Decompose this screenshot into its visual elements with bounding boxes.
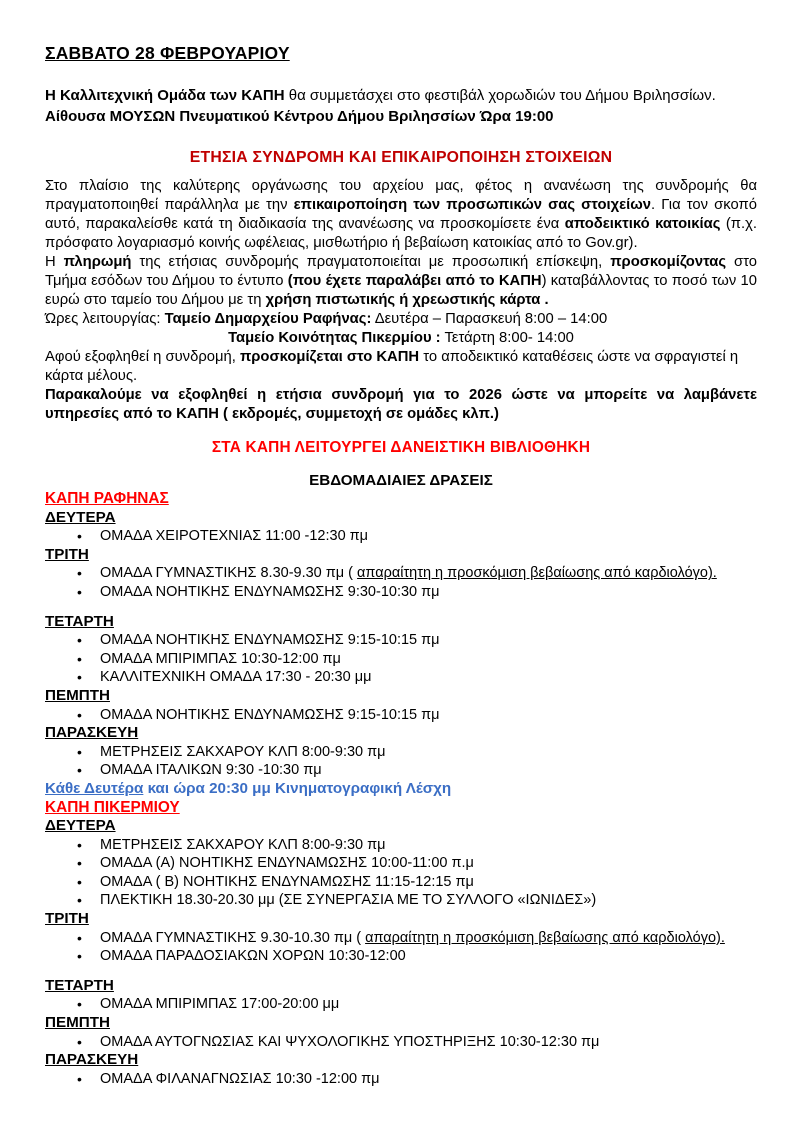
day-heading: ΠΑΡΑΣΚΕΥΗ (45, 1051, 139, 1069)
weekly-activities-title: ΕΒΔΟΜΑΔΙΑΙΕΣ ΔΡΑΣΕΙΣ (309, 472, 493, 489)
day-heading: ΠΕΜΠΤΗ (45, 1014, 110, 1032)
day-heading: ΠΕΜΠΤΗ (45, 686, 110, 704)
activity-item (45, 891, 757, 910)
text-segment: ΟΜΑΔΑ ΝΟΗΤΙΚΗΣ ΕΝΔΥΝΑΜΩΣΗΣ 9:30-10:30 πμ (100, 583, 440, 600)
text-segment: ΟΜΑΔΑ ( Β) ΝΟΗΤΙΚΗΣ ΕΝΔΥΝΑΜΩΣΗΣ 11:15-12:15 πμ (100, 873, 474, 890)
receipt-paragraph (45, 348, 757, 386)
text-segment: ΟΜΑΔΑ ΝΟΗΤΙΚΗΣ ΕΝΔΥΝΑΜΩΣΗΣ 9:15-10:15 πμ (100, 706, 440, 723)
text-segment: θα συμμετάσχει στο φεστιβάλ χορωδιών του Δήμου Βριλησσίων. (284, 87, 716, 104)
text-segment: ΚΑΛΛΙΤΕΧΝΙΚΗ ΟΜΑΔΑ 17:30 - 20:30 μμ (100, 669, 372, 686)
appeal-paragraph (45, 386, 757, 424)
text-segment: Η (45, 254, 64, 270)
text-segment: στο Τμήμα εσόδων του Δήμου το έντυπο (45, 254, 758, 289)
day-heading: ΔΕΥΤΕΡΑ (45, 508, 116, 526)
library-notice: ΣΤΑ ΚΑΠΗ ΛΕΙΤΟΥΡΓΕΙ ΔΑΝΕΙΣΤΙΚΗ ΒΙΒΛΙΟΘΗΚΗ (211, 439, 591, 456)
text-segment: ΟΜΑΔΑ ΓΥΜΝΑΣΤΙΚΗΣ 8.30-9.30 πμ ( (100, 565, 358, 582)
text-segment: Ταμείο Δημαρχείου Ραφήνας: (164, 311, 372, 327)
event-section (45, 85, 757, 127)
day-heading: ΤΕΤΑΡΤΗ (45, 976, 114, 994)
text-segment: Παρακαλούμε να εξοφληθεί η ετήσια συνδρομή για το 2026 ώστε να μπορείτε να λαμβάνετε υπηρεσίες από το ΚΑΠΗ ( εκδρομές, συμμετοχή σε ομάδες κλπ.) (45, 387, 757, 422)
spacer (45, 127, 757, 148)
day-heading: ΠΑΡΑΣΚΕΥΗ (45, 724, 139, 742)
activity-item (45, 873, 757, 892)
event-paragraph (45, 85, 757, 106)
spacer (45, 424, 757, 438)
text-segment: ΟΜΑΔΑ ΧΕΙΡΟΤΕΧΝΙΑΣ 11:00 -12:30 πμ (100, 528, 369, 545)
text-segment: ΟΜΑΔΑ ΑΥΤΟΓΝΩΣΙΑΣ ΚΑΙ ΨΥΧΟΛΟΓΙΚΗΣ ΥΠΟΣΤΗΡΙΞΗΣ 10:30-12:30 πμ (100, 1033, 600, 1050)
text-segment: Κάθε Δευτέρα (45, 779, 144, 797)
venue-line: Αίθουσα ΜΟΥΣΩΝ Πνευματικού Κέντρου Δήμου Βριλησσίων Ώρα 19:00 (45, 108, 554, 125)
subscription-section (45, 177, 757, 424)
text-segment: ΠΛΕΚΤΙΚΗ 18.30-20.30 μμ (ΣΕ ΣΥΝΕΡΓΑΣΙΑ ΜΕ ΤΟ ΣΥΛΛΟΓΟ «ΙΩΝΙΔΕΣ») (100, 892, 597, 909)
weekly-schedule (45, 490, 757, 1088)
activity-item (45, 650, 757, 669)
activities-list (45, 929, 757, 966)
activity-item (45, 564, 757, 583)
center-heading: ΚΑΠΗ ΡΑΦΗΝΑΣ (45, 490, 169, 507)
activities-list (45, 706, 757, 725)
activity-item (45, 1070, 757, 1089)
hours-line-pikermi (45, 329, 757, 348)
day-heading: ΤΕΤΑΡΤΗ (45, 612, 114, 630)
text-segment: ΟΜΑΔΑ (Α) ΝΟΗΤΙΚΗΣ ΕΝΔΥΝΑΜΩΣΗΣ 10:00-11:00 π.μ (100, 855, 474, 872)
subscription-title: ΕΤΗΣΙΑ ΣΥΝΔΡΟΜΗ ΚΑΙ ΕΠΙΚΑΙΡΟΠΟΙΗΣΗ ΣΤΟΙΧΕΙΩΝ (189, 149, 613, 166)
payment-paragraph (45, 253, 757, 310)
text-segment: Τετάρτη 8:00- 14:00 (440, 330, 574, 346)
text-segment: ΟΜΑΔΑ ΝΟΗΤΙΚΗΣ ΕΝΔΥΝΑΜΩΣΗΣ 9:15-10:15 πμ (100, 632, 440, 649)
text-segment: Αφού εξοφληθεί η συνδρομή, (45, 349, 240, 365)
activity-item (45, 761, 757, 780)
day-heading: ΤΡΙΤΗ (45, 910, 89, 928)
text-segment: ΟΜΑΔΑ ΜΠΙΡΙΜΠΑΣ 17:00-20:00 μμ (100, 996, 340, 1013)
activities-list (45, 564, 757, 601)
text-segment: το αποδεικτικό καταθέσεις ώστε να σφραγιστεί η κάρτα μέλους. (45, 349, 739, 384)
text-segment: Η Καλλιτεχνική Ομάδα των ΚΑΠΗ (45, 87, 285, 104)
text-segment: ) καταβάλλοντας το ποσό των 10 ευρώ στο ταμείο του Δήμου με τη (45, 273, 758, 308)
activities-list (45, 836, 757, 910)
activity-item (45, 929, 757, 948)
text-segment: ΜΕΤΡΗΣΕΙΣ ΣΑΚΧΑΡΟΥ ΚΛΠ 8:00-9:30 πμ (100, 743, 386, 760)
text-segment: ΟΜΑΔΑ ΙΤΑΛΙΚΩΝ 9:30 -10:30 πμ (100, 762, 322, 779)
text-segment: ΟΜΑΔΑ ΜΠΙΡΙΜΠΑΣ 10:30-12:00 πμ (100, 650, 341, 667)
spacer (45, 64, 757, 85)
cinema-club-note (45, 780, 757, 799)
hours-line-rafina (45, 310, 757, 329)
activities-list (45, 631, 757, 687)
text-segment: Στο πλαίσιο της καλύτερης οργάνωσης του αρχείου μας, φέτος η ανανέωση της συνδρομής θα πραγματοποιηθεί παράλληλα με την (45, 178, 757, 213)
text-segment: της ετήσιας συνδρομής πραγματοποιείται με προσωπική επίσκεψη, (131, 254, 611, 270)
text-segment: και ώρα 20:30 μμ Κινηματογραφική Λέσχη (143, 779, 452, 797)
text-segment: ΟΜΑΔΑ ΦΙΛΑΝΑΓΝΩΣΙΑΣ 10:30 -12:00 πμ (100, 1070, 380, 1087)
spacer (45, 457, 757, 471)
spacer (45, 602, 757, 613)
activities-list (45, 1070, 757, 1089)
text-segment: Ώρες λειτουργίας: (45, 311, 165, 327)
activity-item (45, 854, 757, 873)
text-segment: χρήση πιστωτικής ή χρεωστικής κάρτα . (265, 292, 549, 308)
activities-list (45, 995, 757, 1014)
text-segment: (που έχετε παραλάβει από το ΚΑΠΗ (287, 273, 542, 289)
activities-list (45, 743, 757, 780)
activity-item (45, 947, 757, 966)
activity-item (45, 743, 757, 762)
text-segment: ΟΜΑΔΑ ΓΥΜΝΑΣΤΙΚΗΣ 9.30-10.30 πμ ( (100, 929, 366, 946)
activity-item (45, 836, 757, 855)
text-segment: απαραίτητη η προσκόμιση βεβαίωσης από καρδιολόγο). (365, 929, 725, 946)
spacer (45, 168, 757, 177)
day-heading: ΤΡΙΤΗ (45, 545, 89, 563)
text-segment: (π.χ. πρόσφατο λογαριασμό κοινής ωφέλειας, μισθωτήριο ή βεβαίωση κατοικίας από το Gov.gr). (45, 216, 757, 251)
activity-item (45, 631, 757, 650)
text-segment: ΟΜΑΔΑ ΠΑΡΑΔΟΣΙΑΚΩΝ ΧΟΡΩΝ 10:30-12:00 (100, 948, 406, 965)
text-segment: απαραίτητη η προσκόμιση βεβαίωσης από καρδιολόγο). (357, 565, 717, 582)
activities-list (45, 527, 757, 546)
text-segment: επικαιροποίηση των προσωπικών σας στοιχείων (293, 197, 652, 213)
activities-list (45, 1033, 757, 1052)
center-heading: ΚΑΠΗ ΠΙΚΕΡΜΙΟΥ (45, 798, 180, 816)
date-title: ΣΑΒΒΑΤΟ 28 ΦΕΒΡΟΥΑΡΙΟΥ (45, 43, 290, 63)
text-segment: προσκομίζεται στο ΚΑΠΗ (239, 349, 420, 365)
activity-item (45, 706, 757, 725)
activity-item (45, 527, 757, 546)
text-segment: ΜΕΤΡΗΣΕΙΣ ΣΑΚΧΑΡΟΥ ΚΛΠ 8:00-9:30 πμ (100, 836, 386, 853)
renewal-paragraph (45, 177, 757, 253)
text-segment: προσκομίζοντας (610, 254, 727, 270)
text-segment: Δευτέρα – Παρασκευή 8:00 – 14:00 (371, 311, 608, 327)
activity-item (45, 668, 757, 687)
text-segment: πληρωμή (63, 254, 132, 270)
day-heading: ΔΕΥΤΕΡΑ (45, 817, 116, 835)
activity-item (45, 1033, 757, 1052)
activity-item (45, 995, 757, 1014)
text-segment: αποδεικτικό κατοικίας (564, 216, 721, 232)
spacer (45, 966, 757, 977)
text-segment: . Για τον σκοπό αυτό, παρακαλείσθε κατά τη διαδικασία της ανανέωσης να προσκομίσετε ένα (45, 197, 757, 232)
activity-item (45, 583, 757, 602)
text-segment: Ταμείο Κοινότητας Πικερμίου : (228, 330, 441, 346)
